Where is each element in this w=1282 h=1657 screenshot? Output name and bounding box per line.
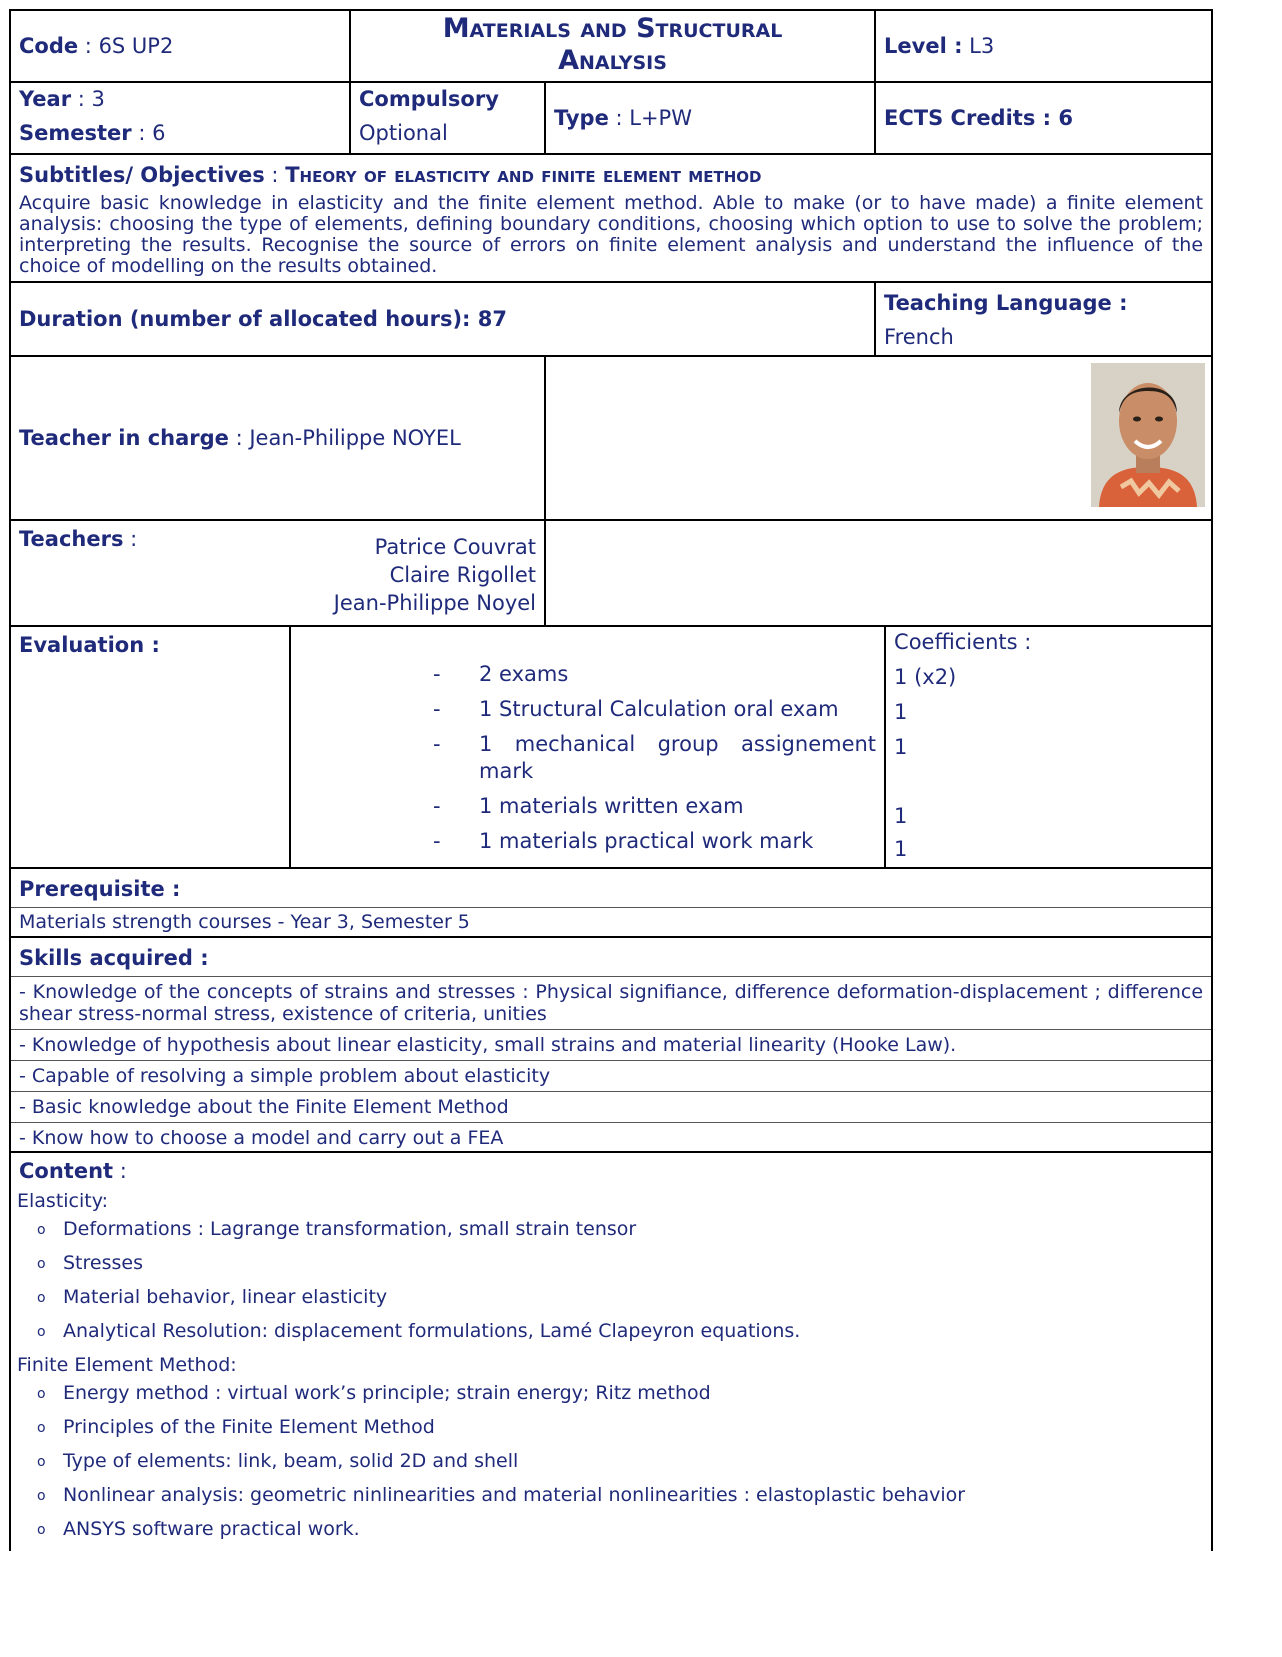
objectives-subtitle: Theory of elasticity and finite element method [285,163,762,187]
portrait-icon [1091,363,1205,507]
teacher-name: Jean-Philippe Noyel [333,591,537,615]
content-section-heading: Elasticity: [17,1190,108,1212]
content-item: o Type of elements: link, beam, solid 2D and shell [37,1450,519,1472]
level-label: Level : [884,34,963,58]
skill-item: - Basic knowledge about the Finite Element Method [11,1092,1211,1123]
content-list-elasticity [17,1217,1205,1345]
content-cell [10,1152,1212,1551]
language-label: Teaching Language : [884,291,1128,315]
evaluation-list [433,661,876,855]
teacher-in-charge-cell [10,356,545,520]
evaluation-items-cell [290,626,885,868]
content-item: o Energy method : virtual work’s principle; strain energy; Ritz method [37,1382,711,1404]
course-title [350,10,875,82]
skills-label: Skills acquired : [11,938,1211,977]
objectives-label: Subtitles/ Objectives [19,163,265,187]
ects-cell [875,82,1212,154]
skills-cell [10,937,1212,1152]
optional-label: Optional [359,121,448,145]
teachers-empty-cell [545,520,1212,626]
photo-cell [545,356,1212,520]
prerequisite-text: Materials strength courses - Year 3, Semester 5 [19,911,470,933]
content-section-heading: Finite Element Method: [17,1354,237,1376]
skill-item: - Knowledge of hypothesis about linear elasticity, small strains and material linearity (Hooke Law). [11,1030,1211,1061]
semester-value: : 6 [131,121,166,145]
course-table [9,9,1213,1551]
year-value: : 3 [71,87,105,111]
prerequisite-cell [10,868,1212,937]
teacher-photo [1091,363,1205,507]
type-label: Type [554,106,609,130]
title-line-1: Materials and Structural [442,13,783,44]
coefficient-value: 1 [894,837,908,861]
teachers-cell [10,520,545,626]
content-item: o Stresses [37,1252,143,1274]
content-item: o Material behavior, linear elasticity [37,1286,388,1308]
coefficients-label: Coefficients : [894,630,1032,654]
evaluation-label-cell [10,626,290,868]
evaluation-item: - 2 exams [433,662,569,686]
evaluation-item: - 1 Structural Calculation oral exam [433,697,839,721]
type-cell [545,82,875,154]
code-label: Code [19,34,79,58]
title-line-2: Analysis [558,45,667,76]
teacher-in-charge-label: Teacher in charge [19,426,229,450]
duration-label: Duration (number of allocated hours): 87 [19,307,507,331]
code-sep: : [78,34,99,58]
objectives-sep: : [264,163,286,187]
evaluation-item: - 1 materials written exam [433,794,744,818]
year-label: Year [19,87,72,111]
type-value: : L+PW [608,106,692,130]
content-item: o Analytical Resolution: displacement formulations, Lamé Clapeyron equations. [37,1320,801,1342]
semester-label: Semester [19,121,132,145]
skill-item: - Know how to choose a model and carry out a FEA [19,1127,504,1149]
level-cell [875,10,1212,82]
ects-label: ECTS Credits : 6 [884,106,1073,130]
coefficient-value: 1 [894,804,908,828]
compulsory-label: Compulsory [359,87,499,111]
content-sep: : [113,1159,127,1183]
objectives-cell [10,154,1212,282]
duration-cell [10,282,875,356]
coefficient-value: 1 [894,735,908,759]
year-semester-cell [10,82,350,154]
teachers-label: Teachers [19,527,124,551]
evaluation-item: - 1 materials practical work mark [433,829,814,853]
evaluation-item: - 1 mechanical group assignement mark [433,732,877,783]
content-item: o Principles of the Finite Element Method [37,1416,435,1438]
content-item: o Deformations : Lagrange transformation, small strain tensor [37,1218,637,1240]
language-value: French [884,325,954,349]
code-cell [10,10,350,82]
content-item: o Nonlinear analysis: geometric ninlinearities and material nonlinearities : elastoplastic behavior [37,1484,966,1506]
coefficient-value: 1 (x2) [894,665,957,689]
evaluation-label: Evaluation : [19,633,160,657]
language-cell [875,282,1212,356]
coefficient-value: 1 [894,700,908,724]
content-item: o ANSYS software practical work. [37,1518,360,1540]
teacher-name: Patrice Couvrat [374,535,537,559]
content-list-fem [17,1381,1205,1543]
teacher-name: Claire Rigollet [389,563,537,587]
teachers-sep: : [123,527,138,551]
skill-item: - Knowledge of the concepts of strains and stresses : Physical signifiance, difference deformation-displacement ; difference shear stress-normal stress, existence of criteria, unities [11,977,1211,1030]
level-value: L3 [962,34,995,58]
teacher-in-charge-name: Jean-Philippe NOYEL [249,426,461,450]
code-value: 6S UP2 [98,34,174,58]
compulsory-cell [350,82,545,154]
coefficients-cell [885,626,1212,868]
teacher-in-charge-sep: : [228,426,250,450]
prerequisite-label: Prerequisite : [11,869,1211,908]
objectives-text: Acquire basic knowledge in elasticity and the finite element method. Able to make (or to have made) a finite element analysis: choosing the type of elements, defining boundary conditions, choosing which option to use to solve the problem; interpreting the results. Recognise the source of errors on finite element analysis and understand the influence of the choice of modelling on the results obtained. [19,192,1204,277]
course-sheet [9,9,1211,1551]
skill-item: - Capable of resolving a simple problem about elasticity [11,1061,1211,1092]
content-label: Content [19,1159,114,1183]
